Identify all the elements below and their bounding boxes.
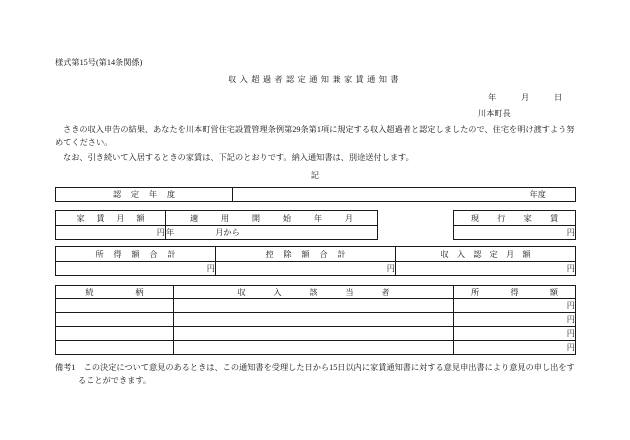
fiscal-year-unit: 年度 xyxy=(529,190,546,199)
monthly-rent-label: 家 賃 月 額 xyxy=(76,213,147,223)
household-person-cell xyxy=(174,299,454,313)
table-row xyxy=(56,262,576,276)
start-date-label: 適 用 開 始 年 月 xyxy=(189,213,361,223)
table-row xyxy=(454,211,576,226)
table-row xyxy=(56,299,576,313)
household-income-cell xyxy=(454,341,576,355)
income-amount-label: 所 得 額 xyxy=(471,287,570,297)
monthly-rent-header xyxy=(56,211,166,226)
household-person-cell xyxy=(174,341,454,355)
fiscal-year-table xyxy=(55,187,576,202)
table-row xyxy=(56,327,576,341)
body-paragraph-1-line-1: さきの収入申告の結果、あなたを川本町営住宅設置管理条例第29条第1項に規定する収入超過者と認定しましたので、住宅を明け渡すよう努 xyxy=(63,125,575,134)
fiscal-year-label: 認 定 年 度 xyxy=(112,190,176,199)
household-relationship-cell xyxy=(56,327,174,341)
certified-monthly-income-header xyxy=(396,247,576,262)
fiscal-year-label-cell xyxy=(56,188,233,202)
table-row xyxy=(56,226,378,240)
total-income-unit: 円 xyxy=(206,264,215,273)
fiscal-year-value-cell xyxy=(233,188,576,202)
total-income-header xyxy=(56,247,216,262)
current-rent-label: 現 行 家 賃 xyxy=(470,213,564,223)
table-row xyxy=(56,313,576,327)
relationship-label: 続 柄 xyxy=(85,287,148,297)
household-person-cell xyxy=(174,327,454,341)
table-row xyxy=(56,341,576,355)
household-income-cell xyxy=(454,327,576,341)
date-year-label: 年 xyxy=(488,93,497,102)
total-deduction-unit: 円 xyxy=(386,264,395,273)
start-date-header xyxy=(166,211,378,226)
income-earner-header xyxy=(174,286,454,299)
household-relationship-cell xyxy=(56,341,174,355)
relationship-header xyxy=(56,286,174,299)
certified-monthly-income-value-cell xyxy=(396,262,576,276)
household-income-cell xyxy=(454,313,576,327)
income-table xyxy=(55,246,576,276)
total-income-label: 所 得 額 合 計 xyxy=(95,249,177,259)
start-year-unit: 年 xyxy=(166,228,175,237)
household-table xyxy=(55,285,576,355)
body-paragraph-2: なお、引き続いて入居するときの家賃は、下記のとおりです。納入通知書は、別途送付します。 xyxy=(63,153,414,162)
current-rent-unit: 円 xyxy=(566,228,575,237)
household-income-unit: 円 xyxy=(566,315,575,324)
household-relationship-cell xyxy=(56,313,174,327)
document-title: 収入超過者認定通知兼家賃通知書 xyxy=(228,75,402,84)
rent-table xyxy=(55,210,378,240)
monthly-rent-value-cell xyxy=(56,226,166,240)
monthly-rent-unit: 円 xyxy=(156,228,165,237)
body-paragraph-1-line-2: めてください。 xyxy=(55,138,113,147)
income-amount-header xyxy=(454,286,576,299)
household-relationship-cell xyxy=(56,299,174,313)
table-row xyxy=(56,286,576,299)
table-row xyxy=(56,211,378,226)
current-rent-value-cell xyxy=(454,226,576,240)
form-number: 様式第15号(第14条関係) xyxy=(55,58,143,67)
total-deduction-label: 控 除 額 合 計 xyxy=(265,249,347,259)
issuer-name: 川本町長 xyxy=(478,109,511,118)
certified-monthly-income-unit: 円 xyxy=(566,264,575,273)
date-month-label: 月 xyxy=(521,93,530,102)
total-deduction-header xyxy=(216,247,396,262)
ki-heading: 記 xyxy=(310,171,320,180)
start-month-unit: 月から xyxy=(215,228,240,237)
table-row xyxy=(454,226,576,240)
total-deduction-value-cell xyxy=(216,262,396,276)
household-income-cell xyxy=(454,299,576,313)
certified-monthly-income-label: 収 入 認 定 月 額 xyxy=(440,249,531,259)
note-line-2: ることができます。 xyxy=(78,376,152,385)
household-income-unit: 円 xyxy=(566,329,575,338)
start-date-value-cell xyxy=(166,226,378,240)
current-rent-table xyxy=(453,210,576,240)
household-income-unit: 円 xyxy=(566,301,575,310)
table-row xyxy=(56,247,576,262)
table-row xyxy=(56,188,576,202)
note-line-1: 備考1 この決定について意見のあるときは、この通知書を受理した日から15日以内に家賃通知書に対する意見申出書により意見の申し出をす xyxy=(55,363,575,372)
income-earner-label: 収 入 該 当 者 xyxy=(237,287,400,297)
household-income-unit: 円 xyxy=(566,343,575,352)
household-person-cell xyxy=(174,313,454,327)
current-rent-header xyxy=(454,211,576,226)
date-day-label: 日 xyxy=(554,93,563,102)
total-income-value-cell xyxy=(56,262,216,276)
